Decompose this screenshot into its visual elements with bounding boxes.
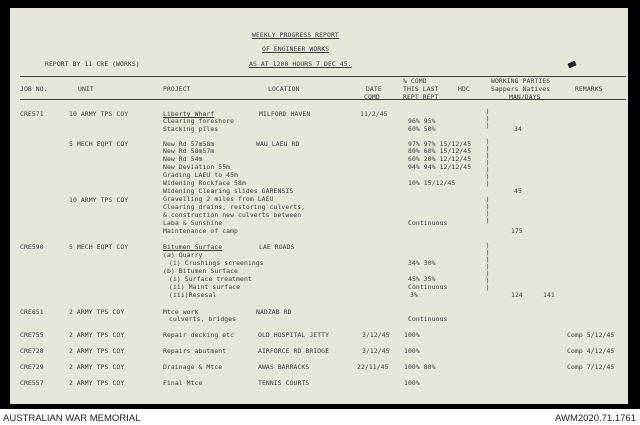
pct-values: 94% 94% 12/12/45 (408, 163, 472, 171)
project-text: Widening Clearing slides GARENSIS (163, 187, 294, 195)
project-text: Stacking piles (163, 125, 219, 133)
project-text: Grading LAEU to 45m (163, 171, 239, 179)
report-title: WEEKLY PROGRESS REPORT (252, 31, 339, 39)
pct-values: Continuous (408, 315, 448, 323)
brace-mark: ) ) ) ) ) ) ) (486, 138, 489, 188)
brace-mark: ) ) ) ) ) ) ) (486, 242, 489, 292)
location-text: LAE ROADS (259, 243, 295, 251)
col-pct-3: REPT REPT (403, 93, 439, 101)
project-text: & construction new culverts between (163, 211, 302, 219)
col-wp-3: MAN/DAYS (509, 93, 541, 101)
pct-values: 3% (410, 291, 418, 299)
col-remarks: REMARKS (575, 85, 603, 93)
remarks-text: Comp 7/12/45 (567, 363, 615, 371)
project-text: Liberty Wharf (163, 110, 215, 118)
project-text: Repairs abutment (163, 347, 227, 355)
pct-values: 60% 50% (408, 125, 436, 133)
col-pct-1: % COMD (403, 77, 427, 85)
pct-values: Continuous (408, 219, 448, 227)
project-text: Laba & Sunshine (163, 219, 223, 227)
pct-values: 60% 20% 12/12/45 (408, 155, 472, 163)
project-text: Bitumen Surface (163, 243, 223, 251)
report-subtitle: OF ENGINEER WORKS (262, 45, 330, 53)
sappers-value: 175 (511, 227, 523, 235)
col-date-2: COMD (364, 93, 380, 101)
date-comd: 11/2/45 (360, 110, 388, 118)
col-wp-2: Sappers Natives (491, 85, 551, 93)
date-comd: 3/12/45 (362, 331, 390, 339)
unit-name: 2 ARMY TPS COY (69, 363, 125, 371)
location-text: NADZAB RD (256, 308, 292, 316)
pct-values: 100% (404, 347, 420, 355)
job-number: CRE729 (20, 363, 44, 371)
project-text: New Rd 58m57m (163, 147, 215, 155)
project-text: culverts, bridges (169, 315, 237, 323)
collection-caption: AUSTRALIAN WAR MEMORIAL (3, 413, 141, 424)
job-number: CRE728 (20, 347, 44, 355)
pct-values: 100% (404, 379, 420, 387)
col-hdc: HDC (458, 85, 470, 93)
pct-values: 34% 30% (408, 259, 436, 267)
item-reference: AWM2020.71.1761 (555, 413, 636, 424)
project-text: Maintenance of camp (163, 227, 239, 235)
pct-values: 97% 97% 15/12/45 (408, 140, 472, 148)
project-text: (i) Surface treatment (169, 275, 252, 283)
project-text: Gravelling 2 miles from LAEU (163, 195, 274, 203)
location-text: AIRFORCE RD BRIDGE (258, 347, 330, 355)
job-number: CRE557 (20, 379, 44, 387)
pct-values: 100% (404, 331, 420, 339)
project-text: Repair decking etc (163, 331, 235, 339)
location-text: MILFORD HAVEN (259, 110, 311, 118)
project-text: Clearing drains, restoring culverts, (163, 203, 306, 211)
unit-name: 2 ARMY TPS COY (69, 308, 125, 316)
project-text: New Rd 54m (163, 155, 203, 163)
location-text: TENNIS COURTS (258, 379, 310, 387)
date-comd: 3/12/45 (362, 347, 390, 355)
natives-value: 141 (543, 291, 555, 299)
unit-name: 10 ARMY TPS COY (69, 196, 129, 204)
unit-name: 10 ARMY TPS COY (69, 110, 129, 118)
project-text: (ii) Maint surface (169, 283, 241, 291)
project-text: Drainage & Mtce (163, 363, 223, 371)
unit-name: 2 ARMY TPS COY (69, 331, 125, 339)
brace-mark: ) ) ) ) (486, 196, 489, 225)
unit-name: 2 ARMY TPS COY (69, 347, 125, 355)
project-text: Final Mtce (163, 379, 203, 387)
location-text: OLD HOSPITAL JETTY (258, 331, 330, 339)
project-text: New Deviation 55m (163, 163, 231, 171)
project-text: (a) Quarry (163, 251, 203, 259)
job-number: CRE571 (20, 110, 44, 118)
date-comd: 22/11/45 (357, 363, 389, 371)
brace-mark: ) ) ) (486, 108, 489, 130)
report-by: REPORT BY 11 CRE (WORKS) (45, 60, 140, 68)
col-date-1: DATE (366, 85, 382, 93)
col-unit: UNIT (78, 85, 94, 93)
project-text: (iii)Resesal (169, 291, 217, 299)
project-text: Widening Rockface 58m (163, 179, 246, 187)
unit-name: 5 MECH EQPT COY (69, 243, 129, 251)
job-number: CRE590 (20, 243, 44, 251)
project-text: New Rd 57m58m (163, 140, 215, 148)
location-text: WAU LAEU RD (256, 140, 300, 148)
col-wp-1: WORKING PARTIES (491, 77, 551, 85)
project-text: (i) Crushings screenings (169, 259, 264, 267)
location-text: AWAS BARRACKS (258, 363, 310, 371)
col-project: PROJECT (163, 85, 191, 93)
remarks-text: Comp 4/12/45 (567, 347, 615, 355)
pct-values: 45% 35% (408, 275, 436, 283)
pct-values: 100% 80% (404, 363, 436, 371)
project-text: Clearing foreshore (163, 117, 235, 125)
job-number: CRE651 (20, 308, 44, 316)
pct-values: 10% 15/12/45 (408, 179, 456, 187)
project-text: (b) Bitumen Surface (163, 267, 239, 275)
pct-values: 80% 60% 15/12/45 (408, 147, 472, 155)
project-text: Mtce work (163, 308, 199, 316)
job-number: CRE755 (20, 331, 44, 339)
unit-name: 2 ARMY TPS COY (69, 379, 125, 387)
sappers-value: 34 (514, 125, 522, 133)
col-pct-2: THIS LAST (403, 85, 439, 93)
col-job: JOB NO. (20, 85, 48, 93)
sappers-value: 45 (514, 187, 522, 195)
report-date: AS AT 1200 HOURS 7 DEC 45. (249, 60, 352, 68)
remarks-text: Comp 5/12/45 (567, 331, 615, 339)
sappers-value: 124 (511, 291, 523, 299)
unit-name: 5 MECH EQPT COY (69, 140, 129, 148)
pct-values: 96% 95% (408, 117, 436, 125)
pct-values: Continuous (408, 283, 448, 291)
col-location: LOCATION (268, 85, 300, 93)
